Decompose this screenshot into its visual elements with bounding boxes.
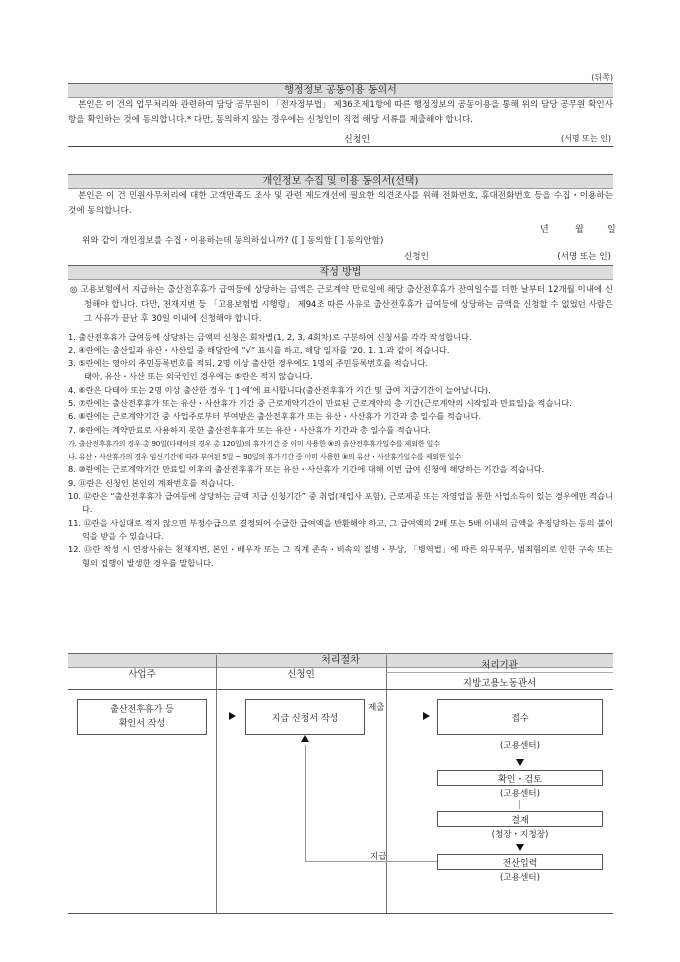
consent-body: 본인은 이 건 민원사무처리에 대한 고객만족도 조사 및 관련 제도개선에 필요한 의견조사를 위해 전화번호, 휴대전화번호 등을 수집・이용하는 것에 동의합니다. <box>68 191 613 216</box>
step-entry-org: (고용센터) <box>500 873 540 883</box>
instruction-item: 6. ⑧란에는 근로계약기간 중 사업주로부터 부여받은 출산전후휴가 또는 유산・사산휴가 기간과 총 일수를 적습니다. <box>68 411 482 422</box>
arrow-down-icon <box>516 759 524 766</box>
personal-info-consent-section <box>68 174 616 266</box>
instruction-item: 1. 출산전후휴가 급여등에 상당하는 금액의 신청은 회차별(1, 2, 3, 4회차)로 구분하여 신청서를 각각 작성합니다. <box>68 331 472 342</box>
instruction-item: 태아, 유산・사산 또는 외국인인 경우에는 ⑤란은 적지 않습니다. <box>84 371 313 382</box>
consent-body: 본인은 이 건의 업무처리와 관련하여 담당 공무원이 「전자정부법」 제36조제1항에 따른 행정정보의 공동이용을 통해 위의 담당 공무원 확인사항을 확인하는 것에 동의합니다.* 다만, 동의하지 않는 경우에는 신청인이 직접 해당 서류를 제출해야 합니다. <box>68 100 613 125</box>
process-flow-section <box>68 653 613 915</box>
header-divider <box>68 689 613 690</box>
column-agency: 처리기관 <box>481 660 518 671</box>
instruction-item: 9. ⑪란은 신청인 본인의 계좌번호를 적습니다. <box>68 477 235 488</box>
column-agency-sub: 지방고용노동관서 <box>462 678 537 689</box>
submit-label: 제출 <box>368 703 385 713</box>
instruction-item: 11. ⑫란을 사실대로 적지 않으면 부정수급으로 결정되어 수급한 급여액을 반환해야 하고, 그 급여액의 2배 또는 5배 이내의 금액을 추징당하는 등의 불이익을 받을 수 있습니다. <box>68 517 614 541</box>
admin-info-consent-section <box>68 83 613 147</box>
employer-step-box: 출산전후휴가 등 확인서 작성 <box>77 699 207 735</box>
column-applicant: 신청인 <box>287 669 315 680</box>
section-title: 처리절차 <box>68 653 613 668</box>
instruction-item: 8. ⑩란에는 근로계약기간 만료일 이후의 출산전후휴가 또는 유산・사산휴가 기간에 대해 이번 급여 신청에 해당하는 기간을 적습니다. <box>68 464 545 475</box>
instructions-section <box>68 265 613 570</box>
step-entry-box: 전산입력 <box>437 854 603 870</box>
payment-label: 지급 <box>370 852 387 862</box>
section-title: 작성 방법 <box>68 265 613 280</box>
applicant-step-box: 지급 신청서 작성 <box>245 699 365 735</box>
instruction-item: 12. ⑬란 작성 시 연장사유는 천재지변, 본인・배우자 또는 그 직계 존속・비속의 질병・부상, 「병역법」에 따른 의무복무, 범죄혐의로 인한 구속 또는 형의 집행이 발생한 경우를 말합니다. <box>68 544 613 568</box>
step-receive-org: (고용센터) <box>500 741 540 751</box>
payment-line <box>305 745 306 861</box>
signature-row <box>68 248 613 266</box>
instruction-item: 3. ⑤란에는 영아의 주민등록번호를 적되, 2명 이상 출산한 경우에도 1명의 주민등록번호를 적습니다. <box>68 358 428 369</box>
instruction-item: 2. ④란에는 출산일과 유산・사산일 중 해당란에 “√” 표시를 하고, 해당 일자를 ‘20. 1. 1.과 같이 적습니다. <box>68 344 450 355</box>
signature-row <box>68 128 613 147</box>
signature-seal-label: (서명 또는 인) <box>561 134 611 143</box>
applicant-label: 신청인 <box>404 252 429 262</box>
instruction-item: 5. ⑦란에는 출산전후휴가 또는 유산・사산휴가 기간 중 근로계약기간이 만료된 근로계약의 총 기간(근로계약의 시작일과 만료일)을 적습니다. <box>68 397 572 408</box>
connector-line <box>519 800 520 809</box>
applicant-label: 신청인 <box>344 135 371 145</box>
instruction-item: 10. ⑫란은 “출산전후휴가 급여등에 상당하는 금액 지급 신청기간” 중 취업(재입사 포함), 근로제공 또는 자영업을 통한 사업소득이 있는 경우에만 적습니다. <box>68 491 613 515</box>
arrow-right-icon <box>423 712 430 720</box>
step-review-org: (고용센터) <box>500 789 540 799</box>
instruction-item: 7. ⑨란에는 계약만료로 사용하지 못한 출산전후휴가 또는 유산・사산휴가 기간과 총 일수를 적습니다. <box>68 424 432 435</box>
column-divider <box>386 655 387 913</box>
instruction-item: 4. ⑥란은 다태아 또는 2명 이상 출산한 경우 ‘[ ] 예’에 표시합니다(출산전후휴가 기간 및 급여 지급기간이 늘어납니다). <box>68 384 491 395</box>
section-title: 개인정보 수집 및 이용 동의서(선택) <box>68 174 613 189</box>
instructions-list <box>68 331 613 570</box>
instruction-item: 가. 출산전후휴가의 경우 총 90일(다태아의 경우 총 120일)의 휴가기간 중 이미 사용한 ⑧의 출산전후휴가일수를 제외한 일수 <box>68 438 440 448</box>
header-subdivider <box>386 672 613 673</box>
instruction-item: 나. 유산・사산휴가의 경우 임신기간에 따라 부여된 5일 ~ 90일의 휴가기간 중 이미 사용한 ⑧의 유산・사산휴가일수를 제외한 일수 <box>68 452 461 462</box>
section-title: 행정정보 공동이용 동의서 <box>68 83 613 98</box>
arrow-down-icon <box>516 844 524 851</box>
column-employer: 사업주 <box>128 669 156 680</box>
day-label: 일 <box>607 225 616 235</box>
column-divider <box>216 655 217 913</box>
month-label: 월 <box>575 225 584 235</box>
step-approval-box: 결재 <box>437 811 603 827</box>
year-label: 년 <box>540 225 549 235</box>
step-receive-box: 접수 <box>437 699 603 735</box>
arrow-right-icon <box>229 712 236 720</box>
bottom-border <box>68 913 613 914</box>
back-page-label: (뒤쪽) <box>591 73 613 82</box>
instructions-intro: ◎ 고용보험에서 지급하는 출산전후휴가 급여등에 상당하는 금액은 근로계약 만료일에 해당 출산전후휴가 잔여일수를 더한 날부터 12개월 이내에 신청해야 합니다. 다만, 천재지변 등 「고용보험법 시행령」 제94조 따른 사유로 출산전후휴가 급여등에 상당하는 금액을 신청할 수 없었던 사람은 그 사유가 끝난 후 30일 이내에 신청해야 합니다. <box>70 284 613 323</box>
date-row <box>68 219 616 235</box>
step-approval-org: (청장・지청장) <box>491 830 549 840</box>
signature-seal-label: (서명 또는 인) <box>557 252 611 262</box>
arrow-up-icon <box>301 735 309 742</box>
consent-question: 위와 같이 개인정보를 수집・이용하는데 동의하십니까? ([ ] 동의함 [ ] 동의안함) <box>82 236 384 246</box>
step-review-box: 확인・검토 <box>437 770 603 786</box>
